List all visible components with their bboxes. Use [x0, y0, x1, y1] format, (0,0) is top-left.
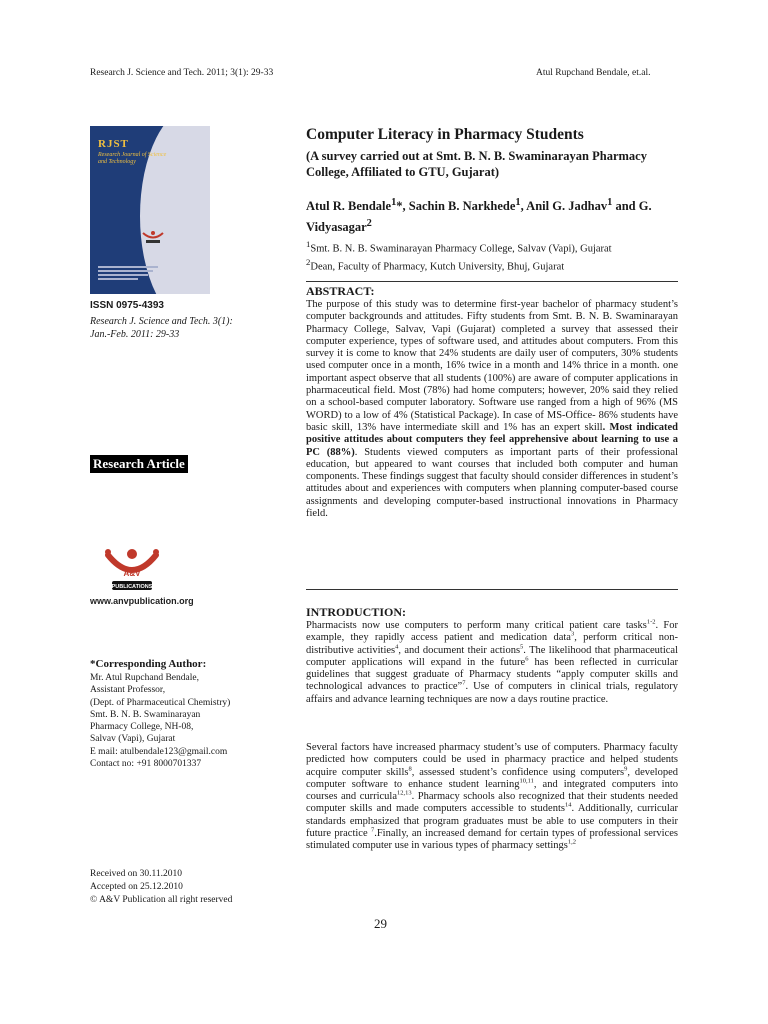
- text-run: . For example, they rapidly access patient and medication data: [306, 620, 678, 644]
- abstract-bottom-rule: [306, 589, 678, 590]
- author-detail-line: Pharmacy College, NH-08,: [90, 722, 194, 733]
- introduction-paragraph-1: [306, 620, 678, 706]
- text-run: . The likelihood that pharmaceutical computer applications will expand in the future: [306, 644, 678, 668]
- citation: 7: [370, 826, 375, 834]
- abstract-top-rule: [306, 281, 678, 282]
- logo-text: A&V: [123, 569, 141, 578]
- abstract-part: Students viewed computers as important parts of their professional education, but appeared to want courses that included both computer and human components. These findings suggest that faculty should consider differences in student’s attitudes about and experiences with computers when planning computer-based course assignments and developing computer-based instructional innovations in Pharmacy field.: [306, 446, 678, 520]
- affiliation-marker: 1: [391, 197, 397, 208]
- text-run: . Use of computers in clinical trials, regulatory affairs and advance learning techniques are now a days routine practice.: [306, 681, 678, 705]
- received-date: Received on 30.11.2010: [90, 869, 182, 879]
- issn: ISSN 0975-4393: [90, 300, 164, 311]
- citation: 9: [624, 765, 628, 773]
- text-run: , and integrated computers into courses and curricula: [306, 778, 678, 803]
- text-run: , assessed student’s confidence using computers: [411, 766, 625, 778]
- text-run: has been reflected in curricular guidelines that suggest graduate of Pharmacy students “apply computer skills and technological advances to practice”: [306, 656, 679, 693]
- citation: 8: [408, 765, 412, 773]
- author-detail-line: (Dept. of Pharmaceutical Chemistry): [90, 697, 231, 708]
- corresponding-author-details: [90, 672, 230, 770]
- running-header-left: Research J. Science and Tech. 2011; 3(1): 29-33: [90, 68, 274, 78]
- text-run: , perform critical non-distributive activities: [306, 632, 678, 656]
- text-run: . Pharmacy schools also recognized that their students needed computer skills and made computers accessible to students: [306, 791, 678, 815]
- text-run: . Additionally, curricular standards emphasized that program graduates must be able to use computers in their future practice: [306, 803, 678, 840]
- author-email[interactable]: E mail: atulbendale123@gmail.com: [90, 746, 228, 757]
- affiliation-marker: 1: [607, 197, 613, 208]
- author-detail-line: Assistant Professor,: [90, 685, 166, 696]
- author-detail-line: Mr. Atul Rupchand Bendale,: [90, 673, 199, 683]
- abstract-part: The purpose of this study was to determine first-year bachelor of pharmacy student’s computer backgrounds and attitudes. Fifty students from Smt. B. N. B. Swaminarayan Pharmacy College, Salvav, Vapi (Gujarat) completed a survey that assessed their computer experience, types of software used, and attitudes about computers. From this survey it is come to know that 24% students are daily user of computers, 30% students used computer once in a month, 16% twice in a month and 14% thrice in a month. one important aspect observe that all students (100%) are aware of computer applications in pharmaceutical field. Most (78%) had home computers; however, 20% said they relied on a school-based computer laboratory. Software use ranged from a high of 96% (MS WORD) to a low of 4% (Statistical Package). In case of MS-Office- 86% students have basic skill, 13% have intermediate skill and 1% has an expert skill: [306, 299, 678, 433]
- author-detail-line: Salvav (Vapi), Gujarat: [90, 734, 176, 745]
- citation: 12,13: [397, 789, 412, 797]
- author-name: G. Vidyasagar: [306, 199, 652, 235]
- cover-emblem-icon: [142, 230, 164, 244]
- text-run: Pharmacists now use computers to perform many critical patient care tasks: [306, 620, 647, 631]
- accepted-date: Accepted on 25.12.2010: [90, 882, 183, 892]
- abstract-heading: ABSTRACT:: [306, 284, 375, 298]
- author-name: Atul R. Bendale: [306, 199, 392, 214]
- copyright-notice: © A&V Publication all right reserved: [90, 895, 233, 905]
- citation: 5: [520, 643, 524, 651]
- affiliation-text: Smt. B. N. B. Swaminarayan Pharmacy College, Salvav (Vapi), Gujarat: [310, 243, 612, 255]
- affiliation-line: [306, 238, 678, 256]
- citation: 6: [525, 655, 529, 663]
- affiliations: [306, 238, 678, 273]
- publisher-url[interactable]: www.anvpublication.org: [90, 596, 194, 606]
- citation: 7: [462, 679, 466, 687]
- citation: 1,2: [567, 838, 576, 846]
- text-run: .Finally, an increased demand for certain types of professional services stimulated computer use in various types of pharmacy settings: [306, 828, 679, 852]
- journal-cover-image: [90, 126, 210, 294]
- cover-description-lines: [98, 266, 160, 282]
- publisher-logo: [90, 545, 215, 610]
- citation: 10,11: [519, 777, 534, 785]
- text-run: , developed computer software to enhance student learning: [306, 766, 678, 790]
- author-list: [306, 194, 678, 236]
- article-title: Computer Literacy in Pharmacy Students: [306, 126, 584, 143]
- abstract-bold-part: . Most indicated positive attitudes about computers they feel apprehensive about learning to use a PC (88%): [306, 421, 678, 458]
- abstract-text: [306, 299, 678, 520]
- article-subtitle: (A survey carried out at Smt. B. N. B. Swaminarayan Pharmacy College, Affiliated to GTU, Gujarat): [306, 149, 647, 179]
- text-run: Several factors have increased pharmacy student’s use of computers. Pharmacy faculty predicted how computers could be used in pharmacy practice and helped students acquire computer skills: [306, 742, 678, 778]
- page-number: 29: [374, 916, 387, 931]
- publisher-logo-icon: [90, 545, 215, 597]
- logo-band-text: PUBLICATIONS: [111, 584, 153, 590]
- introduction-paragraph-2: [306, 742, 678, 853]
- affiliation-number: 1: [306, 239, 311, 249]
- article-dates: [90, 868, 232, 907]
- author-contact: Contact no: +91 8000701337: [90, 759, 202, 770]
- corresponding-author-title: *Corresponding Author:: [90, 658, 207, 670]
- journal-reference-line: Jan.-Feb. 2011: 29-33: [90, 329, 180, 340]
- introduction-heading: INTRODUCTION:: [306, 605, 407, 619]
- citation: 4: [395, 643, 399, 651]
- journal-reference-line: Research J. Science and Tech. 3(1):: [90, 316, 233, 327]
- citation: 3: [570, 630, 575, 638]
- affiliation-number: 2: [306, 256, 311, 267]
- running-header-right: Atul Rupchand Bendale, et.al.: [536, 68, 651, 78]
- journal-reference: [90, 315, 290, 341]
- author-name: Sachin B. Narkhede: [408, 199, 516, 214]
- author-separator: and: [612, 199, 639, 214]
- author-separator: ,: [520, 199, 527, 214]
- affiliation-text: Dean, Faculty of Pharmacy, Kutch University, Bhuj, Gujarat: [310, 261, 565, 272]
- abstract-part: .: [354, 446, 358, 458]
- author-name: Anil G. Jadhav: [526, 199, 608, 214]
- affiliation-marker: 1: [515, 197, 521, 208]
- author-detail-line: Smt. B. N. B. Swaminarayan: [90, 709, 201, 720]
- citation: 14: [564, 801, 572, 809]
- text-run: , and document their actions: [398, 644, 521, 656]
- affiliation-marker: 2: [366, 218, 372, 230]
- citation: 1-2: [646, 618, 656, 626]
- cover-subtitle: Research Journal of Science and Technology: [98, 152, 167, 165]
- research-article-badge: Research Article: [90, 455, 188, 473]
- author-separator: *,: [396, 199, 409, 214]
- cover-brand: RJST: [98, 138, 129, 150]
- affiliation-line: [306, 256, 678, 274]
